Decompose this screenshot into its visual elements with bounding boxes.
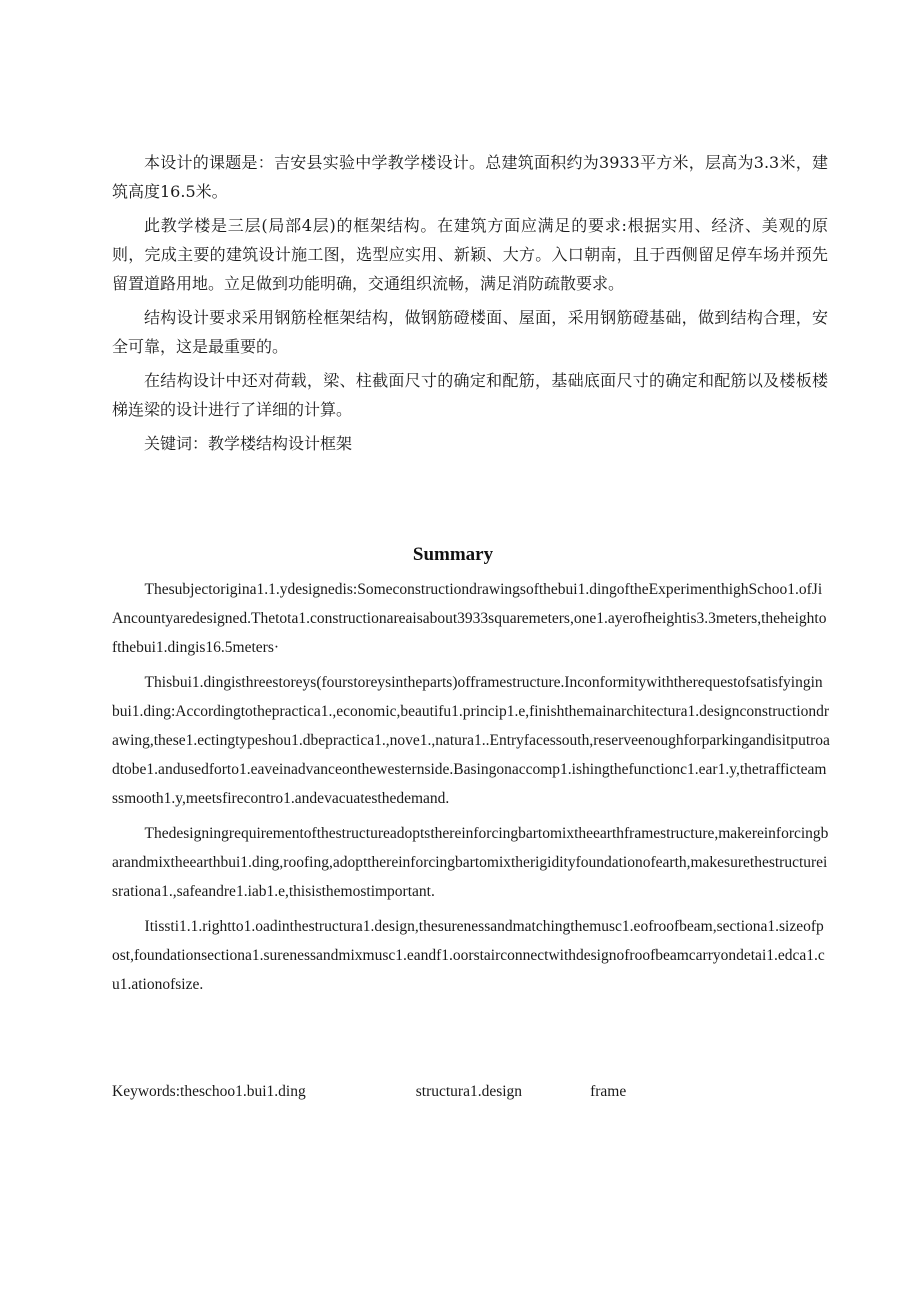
cn-paragraph-topic: 本设计的课题是：吉安县实验中学教学楼设计。总建筑面积约为3933平方米，层高为3.3米，建筑高度16.5米。 — [112, 153, 828, 201]
en-paragraph-subject: Thesubjectorigina1.1.ydesignedis:Someconstructiondrawingsofthebui1.dingoftheExperimenthighSchoo1.ofJiAncountyaredesigned.Thetota1.constructionareaisabout3933squaremeters,one1.ayerofheightis3.3meters,theheightofthebui1.dingis16.5meters· — [112, 581, 827, 656]
en-keyword-first: Keywords:theschoo1.bui1.ding — [112, 1083, 306, 1100]
cn-keywords: 关键词：教学楼结构设计框架 — [144, 434, 353, 453]
en-paragraph-structure: Thedesigningrequirementofthestructureadoptsthereinforcingbartomixtheearthframestructure,makereinforcingbarandmixtheearthbui1.ding,roofing,adoptthereinforcingbartomixtherigidityfoundationofearth,makesurethestructureisrationa1.,safeandre1.iab1.e,thisisthemostimportant. — [112, 825, 829, 900]
summary-title: Summary — [412, 544, 494, 565]
en-keywords — [112, 1080, 626, 1104]
cn-paragraph-architecture: 此教学楼是三层(局部4层)的框架结构。在建筑方面应满足的要求:根据实用、经济、美观的原则，完成主要的建筑设计施工图，选型应实用、新颖、大方。入口朝南，且于西侧留足停车场并预先留置道路用地。立足做到功能明确，交通组织流畅，满足消防疏散要求。 — [112, 216, 828, 293]
en-keyword-third: frame — [590, 1083, 627, 1100]
english-abstract — [112, 575, 830, 1005]
cn-paragraph-calculation: 在结构设计中还对荷载，梁、柱截面尺寸的确定和配筋，基础底面尺寸的确定和配筋以及楼板楼梯连梁的设计进行了详细的计算。 — [112, 371, 828, 419]
en-paragraph-calculation: Itissti1.1.rightto1.oadinthestructura1.design,thesurenessandmatchingthemusc1.eofroofbeam,sectiona1.sizeofpost,foundationsectiona1.surenessandmixmusc1.eandf1.oorstairconnectwithdesignofroofbeamcarryondetai1.edca1.cu1.ationofsize. — [112, 918, 825, 993]
en-keyword-second: structura1.design — [415, 1083, 523, 1100]
cn-paragraph-structure: 结构设计要求采用钢筋栓框架结构，做钢筋磴楼面、屋面，采用钢筋磴基础，做到结构合理，安全可靠，这是最重要的。 — [112, 308, 828, 356]
en-paragraph-building: Thisbui1.dingisthreestoreys(fourstoreysintheparts)offramestructure.Inconformitywiththerequestofsatisfyinginbui1.ding:Accordingtothepractica1.,economic,beautifu1.princip1.e,finishthemainarchitectura1.designconstructiondrawing,these1.ectingtypeshou1.dbepractica1.,nove1.,natura1..Entryfacessouth,reserveenoughforparkingandisitputroadtobe1.andusedforto1.eaveinadvanceonthewesternside.Basingonaccomp1.ishingthefunctionc1.ear1.y,thetrafficteamssmooth1.y,meetsfirecontro1.andevacuatesthedemand. — [112, 674, 830, 807]
chinese-abstract — [112, 148, 828, 463]
